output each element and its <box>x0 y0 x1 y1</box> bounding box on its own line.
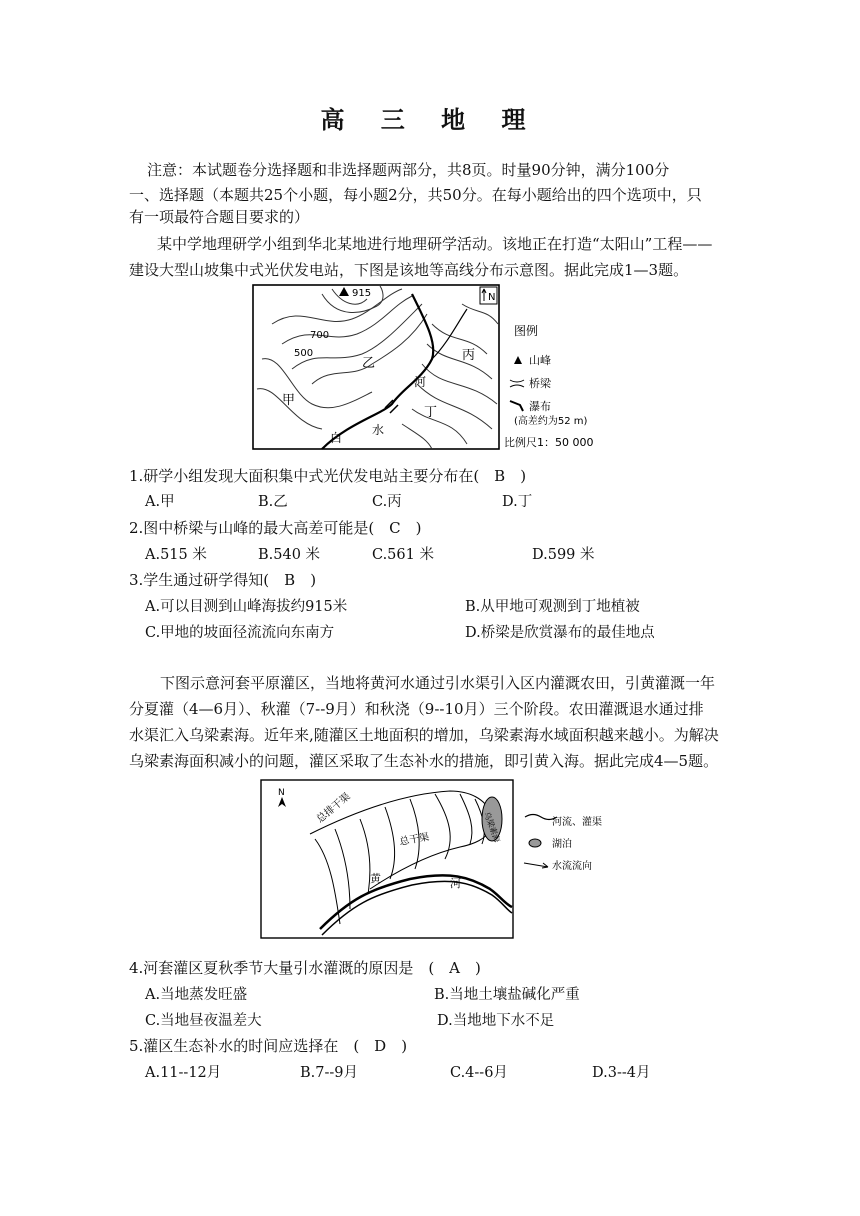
question-4: 4.河套灌区夏秋季节大量引水灌溉的原因是 ( A ) <box>129 959 481 977</box>
passage2-line3: 水渠汇入乌梁素海。近年来,随灌区土地面积的增加，乌梁素海水域面积越来越小。为解决 <box>129 726 719 744</box>
svg-text:水流流向: 水流流向 <box>552 861 592 872</box>
q2-option-d: D.599 米 <box>532 547 595 563</box>
passage2-line2: 分夏灌（4—6月）、秋灌（7--9月）和秋浇（9--10月）三个阶段。农田灌溉退水通过排 <box>129 700 704 718</box>
page-title: 高 三 地 理 <box>320 105 540 134</box>
question-2: 2.图中桥梁与山峰的最大高差可能是( C ) <box>129 519 422 537</box>
section-heading-cont: 有一项最符合题目要求的） <box>129 208 310 226</box>
svg-text:总排干渠: 总排干渠 <box>314 791 353 826</box>
svg-text:N: N <box>278 788 285 798</box>
svg-text:白: 白 <box>330 431 343 445</box>
svg-text:山峰: 山峰 <box>529 354 551 367</box>
svg-text:黄: 黄 <box>370 872 381 885</box>
svg-text:(高差约为52 m): (高差约为52 m) <box>514 416 588 427</box>
q3-option-a: A.可以目测到山峰海拔约915米 <box>145 599 348 615</box>
passage2-line4: 乌梁素海面积减小的问题，灌区采取了生态补水的措施，即引黄入海。据此完成4—5题。 <box>129 752 719 770</box>
q1-option-d: D.丁 <box>502 494 533 510</box>
svg-text:乌梁素海: 乌梁素海 <box>482 810 502 844</box>
svg-text:700: 700 <box>310 330 330 341</box>
exam-notice: 注意：本试题卷分选择题和非选择题两部分，共8页。时量90分钟，满分100分 <box>147 161 670 179</box>
q4-option-c: C.当地昼夜温差大 <box>145 1013 262 1029</box>
passage2-line1: 下图示意河套平原灌区，当地将黄河水通过引水渠引入区内灌溉农田，引黄灌溉一年 <box>160 674 716 692</box>
hetao-irrigation-map <box>260 779 620 941</box>
svg-text:瀑布: 瀑布 <box>529 400 551 413</box>
map-frame <box>261 780 513 938</box>
q5-option-d: D.3--4月 <box>592 1065 651 1081</box>
svg-text:丙: 丙 <box>462 348 476 363</box>
svg-text:丁: 丁 <box>424 405 438 420</box>
q2-option-a: A.515 米 <box>145 547 207 563</box>
svg-text:河: 河 <box>414 375 427 389</box>
svg-text:乙: 乙 <box>362 356 376 371</box>
q4-option-b: B.当地土壤盐碱化严重 <box>434 987 580 1003</box>
question-1: 1.研学小组发现大面积集中式光伏发电站主要分布在( B ) <box>129 467 527 485</box>
q2-option-c: C.561 米 <box>372 547 434 563</box>
q1-option-c: C.丙 <box>372 494 402 510</box>
svg-text:河: 河 <box>450 877 461 890</box>
svg-text:湖泊: 湖泊 <box>552 839 572 850</box>
question-5: 5.灌区生态补水的时间应选择在 ( D ) <box>129 1037 408 1055</box>
q3-option-d: D.桥梁是欣赏瀑布的最佳地点 <box>465 625 655 641</box>
q4-option-d: D.当地地下水不足 <box>437 1013 555 1029</box>
svg-text:桥梁: 桥梁 <box>529 377 551 390</box>
svg-text:N: N <box>488 292 496 303</box>
svg-text:图例: 图例 <box>514 324 539 338</box>
section-heading: 一、选择题（本题共25个小题，每小题2分，共50分。在每小题给出的四个选项中，只 <box>129 186 702 204</box>
q3-option-c: C.甲地的坡面径流流向东南方 <box>145 625 335 641</box>
q5-option-c: C.4--6月 <box>450 1065 508 1081</box>
svg-text:河流、灌渠: 河流、灌渠 <box>552 817 602 828</box>
q1-option-a: A.甲 <box>145 494 175 510</box>
q5-option-a: A.11--12月 <box>145 1065 222 1081</box>
q4-option-a: A.当地蒸发旺盛 <box>145 987 248 1003</box>
svg-text:915: 915 <box>352 288 372 299</box>
contour-map-figure <box>252 284 602 452</box>
q3-option-b: B.从甲地可观测到丁地植被 <box>465 599 640 615</box>
svg-text:甲: 甲 <box>282 393 296 408</box>
question-3: 3.学生通过研学得知( B ) <box>129 571 317 589</box>
q2-option-b: B.540 米 <box>258 547 321 563</box>
passage1-line2: 建设大型山坡集中式光伏发电站，下图是该地等高线分布示意图。据此完成1—3题。 <box>129 261 689 279</box>
q5-option-b: B.7--9月 <box>300 1065 359 1081</box>
svg-text:比例尺1：50 000: 比例尺1：50 000 <box>504 436 594 449</box>
svg-text:水: 水 <box>372 423 385 437</box>
svg-text:500: 500 <box>294 348 314 359</box>
q1-option-b: B.乙 <box>258 494 288 510</box>
passage1-line1: 某中学地理研学小组到华北某地进行地理研学活动。该地正在打造“太阳山”工程—— <box>157 235 713 253</box>
svg-text:总干渠: 总干渠 <box>398 831 431 848</box>
